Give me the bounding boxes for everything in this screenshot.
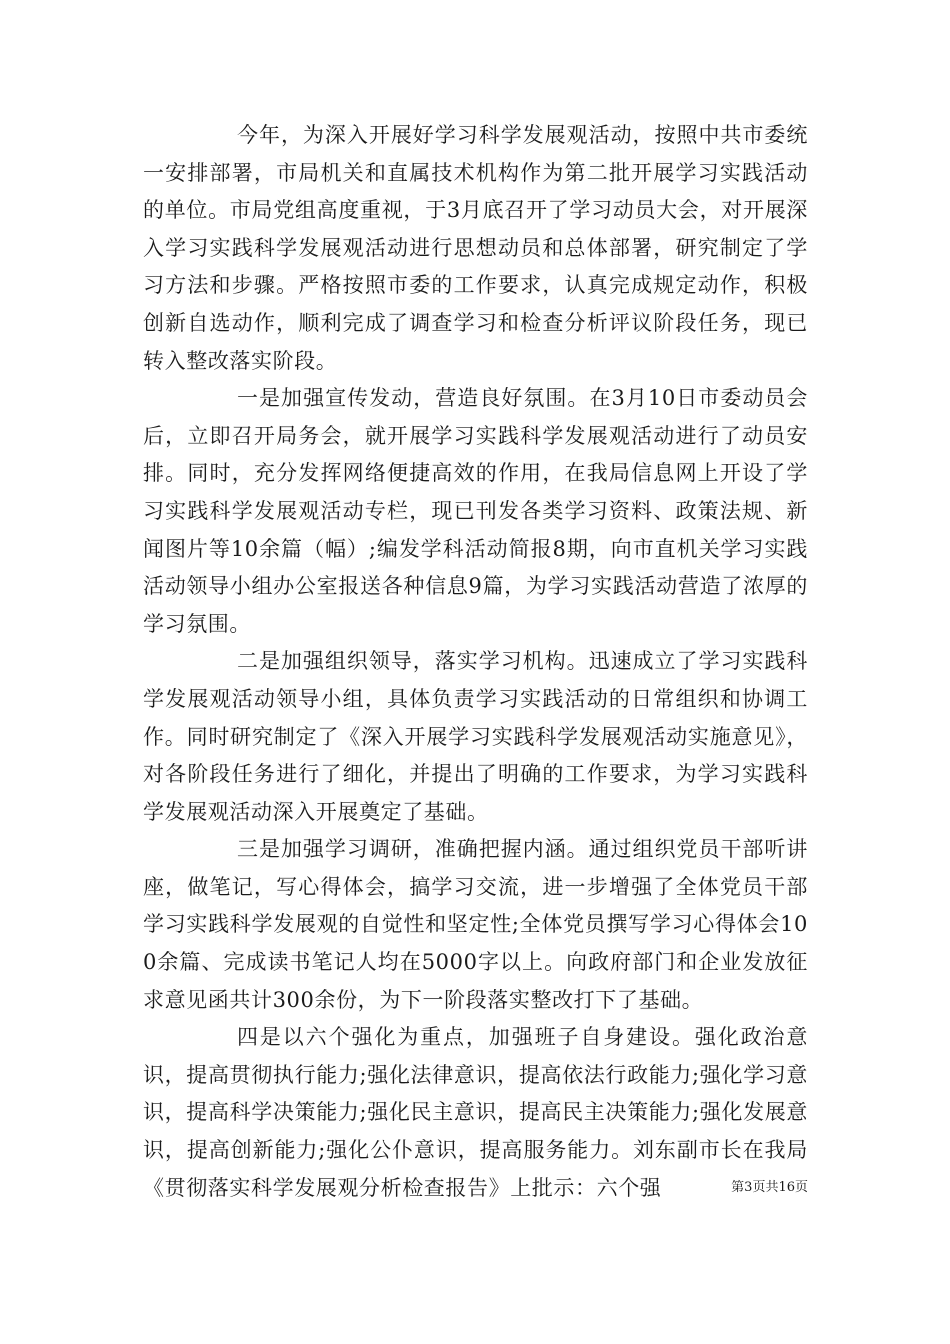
paragraph-study-research: 三是加强学习调研，准确把握内涵。通过组织党员干部听讲座，做笔记，写心得体会，搞学习交流，进一步增强了全体党员干部学习实践科学发展观的自觉性和坚定性;全体党员撰写学习心得体会100余篇、完成读书笔记人均在5000字以上。向政府部门和企业发放征求意见函共计300余份，为下一阶段落实整改打下了基础。 bbox=[143, 837, 808, 1012]
paragraph-organization: 二是加强组织领导，落实学习机构。迅速成立了学习实践科学发展观活动领导小组，具体负责学习实践活动的日常组织和协调工作。同时研究制定了《深入开展学习实践科学发展观活动实施意见》，对各阶段任务进行了细化，并提出了明确的工作要求，为学习实践科学发展观活动深入开展奠定了基础。 bbox=[143, 649, 808, 824]
paragraph-team-building: 四是以六个强化为重点，加强班子自身建设。强化政治意识，提高贯彻执行能力;强化法律意识，提高依法行政能力;强化学习意识，提高科学决策能力;强化民主意识，提高民主决策能力;强化发展意识，提高创新能力;强化公仆意识，提高服务能力。刘东副市长在我局《贯彻落实科学发展观分析检查报告》上批示：六个强 bbox=[143, 1025, 808, 1200]
paragraph-publicity: 一是加强宣传发动，营造良好氛围。在3月10日市委动员会后，立即召开局务会，就开展学习实践科学发展观活动进行了动员安排。同时，充分发挥网络便捷高效的作用，在我局信息网上开设了学习实践科学发展观活动专栏，现已刊发各类学习资料、政策法规、新闻图片等10余篇（幅）;编发学科活动简报8期，向市直机关学习实践活动领导小组办公室报送各种信息9篇，为学习实践活动营造了浓厚的学习氛围。 bbox=[143, 386, 808, 636]
document-body bbox=[143, 117, 808, 1207]
page-number: 第3页共16页 bbox=[731, 1180, 808, 1195]
paragraph-intro: 今年，为深入开展好学习科学发展观活动，按照中共市委统一安排部署，市局机关和直属技术机构作为第二批开展学习实践活动的单位。市局党组高度重视，于3月底召开了学习动员大会，对开展深入学习实践科学发展观活动进行思想动员和总体部署，研究制定了学习方法和步骤。严格按照市委的工作要求，认真完成规定动作，积极创新自选动作，顺利完成了调查学习和检查分析评议阶段任务，现已转入整改落实阶段。 bbox=[143, 123, 808, 373]
